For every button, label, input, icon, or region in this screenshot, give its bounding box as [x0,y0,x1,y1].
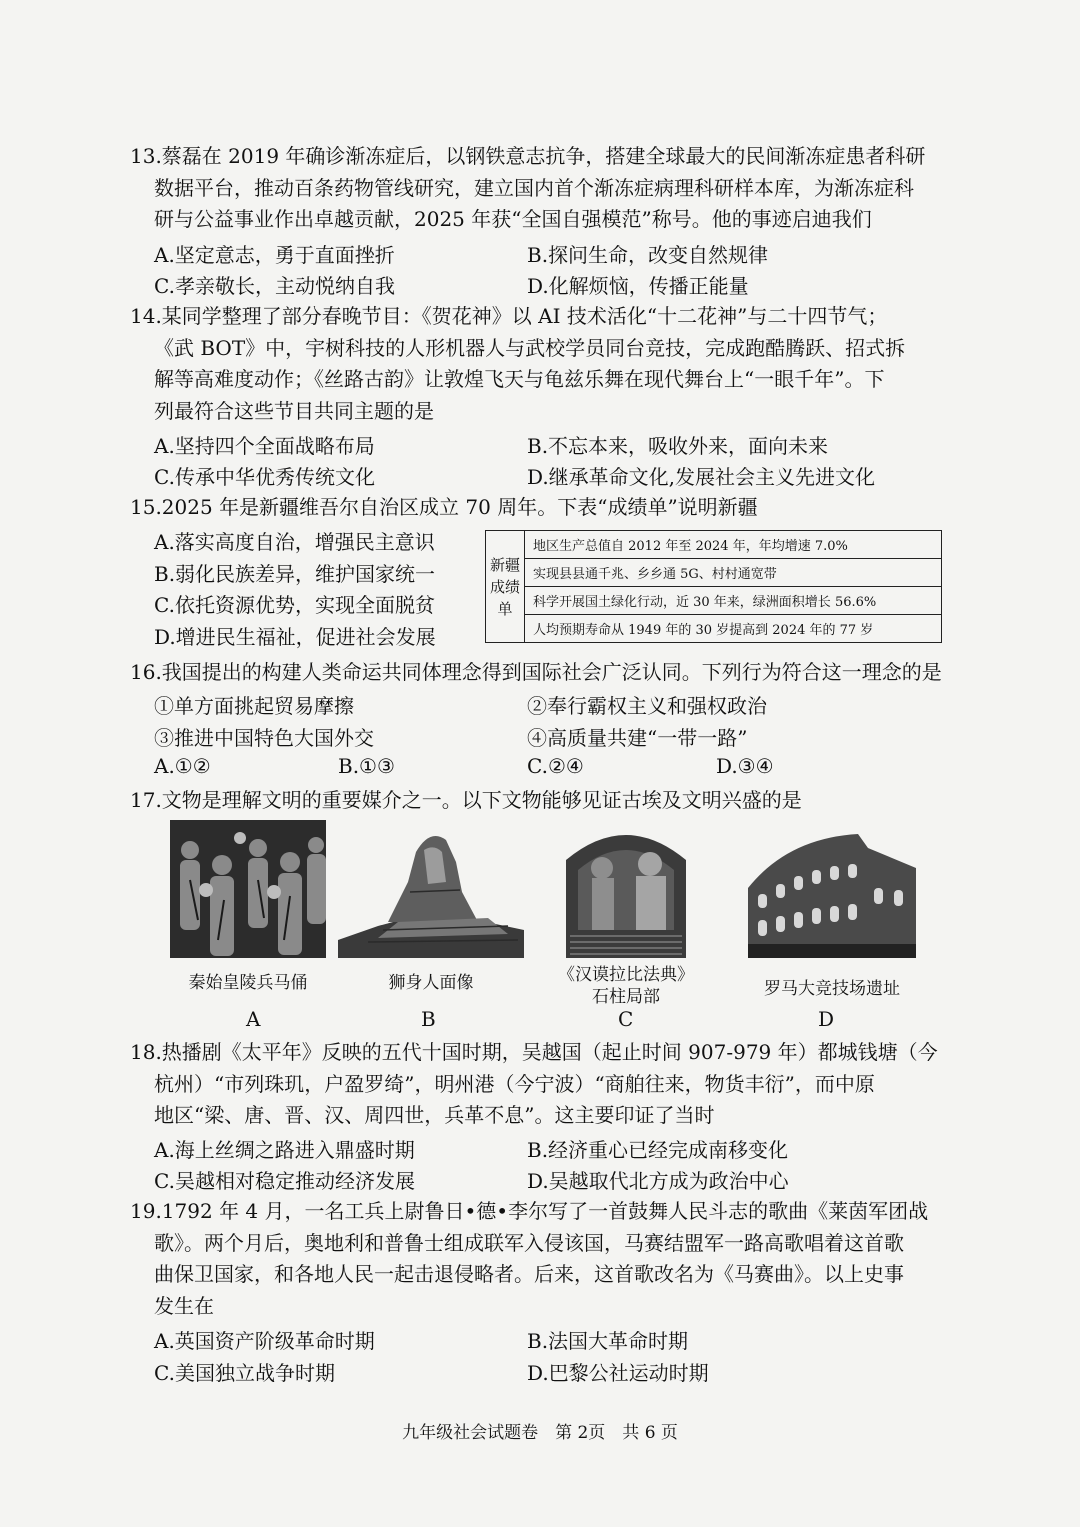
question-15-stem [130,492,950,524]
stem-line: 《武 BOT》中，宇树科技的人形机器人与武校学员同台竞技，完成跑酷腾跃、招式拆 [154,335,906,360]
q14-option-a[interactable]: A.坚持四个全面战略布局 [154,434,375,458]
q16-option-a[interactable]: A.①② [154,754,211,778]
terracotta-warriors-image[interactable] [170,820,326,958]
question-14-stem [130,301,950,427]
stem-line: 数据平台，推动百条药物管线研究，建立国内首个渐冻症病理科研样本库，为渐冻症科 [154,175,914,200]
q13-option-b[interactable]: B.探问生命，改变自然规律 [527,243,769,267]
stem-line: 列最符合这些节目共同主题的是 [154,398,434,423]
q16-item-3: ③推进中国特色大国外交 [154,726,374,750]
q16-option-b[interactable]: B.①③ [338,754,395,778]
question-17-stem [130,785,950,817]
stem-line: 歌》。两个月后，奥地利和普鲁士组成联军入侵该国，马赛结盟军一路高歌唱着这首歌 [154,1230,904,1255]
question-16-stem [130,657,950,689]
question-13-stem [130,141,950,236]
table-cell: 实现县县通千兆、乡乡通 5G、村村通宽带 [525,559,942,587]
q19-option-c[interactable]: C.美国独立战争时期 [154,1361,335,1385]
stem-line: 16.我国提出的构建人类命运共同体理念得到国际社会广泛认同。下列行为符合这一理念的是 [130,660,942,684]
q17-option-b[interactable]: B [421,1007,436,1031]
q16-item-2: ②奉行霸权主义和强权政治 [527,694,767,718]
stem-line: 17.文物是理解文明的重要媒介之一。以下文物能够见证古埃及文明兴盛的是 [130,788,802,812]
q17-option-a[interactable]: A [246,1007,261,1031]
table-cell: 地区生产总值自 2012 年至 2024 年，年均增速 7.0% [525,531,942,559]
stem-line: 杭州）“市列珠玑，户盈罗绮”，明州港（今宁波）“商舶往来，物货丰衍”，而中原 [154,1071,875,1096]
caption-c-line1: 《汉谟拉比法典》 [558,965,694,985]
stem-line: 曲保卫国家，和各地人民一起击退侵略者。后来，这首歌改名为《马赛曲》。以上史事 [154,1262,904,1286]
q14-option-b[interactable]: B.不忘本来，吸收外来，面向未来 [527,434,829,458]
q13-option-a[interactable]: A.坚定意志，勇于直面挫折 [154,243,395,267]
stem-line: 15.2025 年是新疆维吾尔自治区成立 70 周年。下表“成绩单”说明新疆 [130,495,758,519]
stem-line: 19.1792 年 4 月，一名工兵上尉鲁日•德•李尔写了一首鼓舞人民斗志的歌曲《莱茵军团战 [130,1199,929,1223]
q18-option-d[interactable]: D.吴越取代北方成为政治中心 [527,1169,789,1193]
q15-option-a[interactable]: A.落实高度自治，增强民主意识 [154,530,435,554]
table-cell: 人均预期寿命从 1949 年的 30 岁提高到 2024 年的 77 岁 [525,615,942,643]
caption-a: 秦始皇陵兵马俑 [188,973,308,993]
q19-option-d[interactable]: D.巴黎公社运动时期 [527,1361,709,1385]
stem-line: 13.蔡磊在 2019 年确诊渐冻症后，以钢铁意志抗争，搭建全球最大的民间渐冻症患者科研 [130,144,926,168]
table-row-header: 新疆 成绩 单 [486,531,525,643]
question-19-stem [130,1196,950,1322]
stem-line: 发生在 [154,1293,214,1318]
page-footer: 九年级社会试题卷 第 2页 共 6 页 [402,1423,678,1443]
q19-option-a[interactable]: A.英国资产阶级革命时期 [154,1329,375,1353]
q18-option-c[interactable]: C.吴越相对稳定推动经济发展 [154,1169,415,1193]
caption-b: 狮身人面像 [388,973,474,993]
q14-option-c[interactable]: C.传承中华优秀传统文化 [154,465,375,489]
caption-d: 罗马大竞技场遗址 [764,979,900,999]
q15-option-c[interactable]: C.依托资源优势，实现全面脱贫 [154,593,435,617]
colosseum-image[interactable] [748,828,916,958]
stem-line: 解等高难度动作；《丝路古韵》让敦煌飞天与龟兹乐舞在现代舞台上“一眼千年”。下 [154,367,885,391]
q17-option-c[interactable]: C [618,1007,634,1031]
q18-option-a[interactable]: A.海上丝绸之路进入鼎盛时期 [154,1138,415,1162]
caption-c-line2: 石柱局部 [592,987,660,1007]
hammurabi-stele-image[interactable] [556,820,696,958]
stem-line: 14.某同学整理了部分春晚节目：《贺花神》以 AI 技术活化“十二花神”与二十四节气； [130,304,888,328]
question-18-stem [130,1037,950,1132]
xinjiang-scorecard-table [485,530,942,643]
q13-option-d[interactable]: D.化解烦恼，传播正能量 [527,274,749,298]
q16-item-4: ④高质量共建“一带一路” [527,726,748,750]
sphinx-image[interactable] [338,822,524,958]
q14-option-d[interactable]: D.继承革命文化,发展社会主义先进文化 [527,465,876,489]
q15-option-d[interactable]: D.增进民生福祉，促进社会发展 [154,625,436,649]
q15-option-b[interactable]: B.弱化民族差异，维护国家统一 [154,562,436,586]
q16-item-1: ①单方面挑起贸易摩擦 [154,694,354,718]
q13-option-c[interactable]: C.孝亲敬长，主动悦纳自我 [154,274,395,298]
table-cell: 科学开展国土绿化行动，近 30 年来，绿洲面积增长 56.6% [525,587,942,615]
stem-line: 地区“梁、唐、晋、汉、周四世，兵革不息”。这主要印证了当时 [154,1103,715,1127]
q18-option-b[interactable]: B.经济重心已经完成南移变化 [527,1138,789,1162]
q16-option-c[interactable]: C.②④ [527,754,584,778]
q16-option-d[interactable]: D.③④ [716,754,774,778]
q17-option-d[interactable]: D [818,1007,835,1031]
q19-option-b[interactable]: B.法国大革命时期 [527,1329,689,1353]
stem-line: 18.热播剧《太平年》反映的五代十国时期，吴越国（起止时间 907-979 年）都城钱塘（今 [130,1040,938,1064]
stem-line: 研与公益事业作出卓越贡献，2025 年获“全国自强模范”称号。他的事迹启迪我们 [154,207,872,231]
